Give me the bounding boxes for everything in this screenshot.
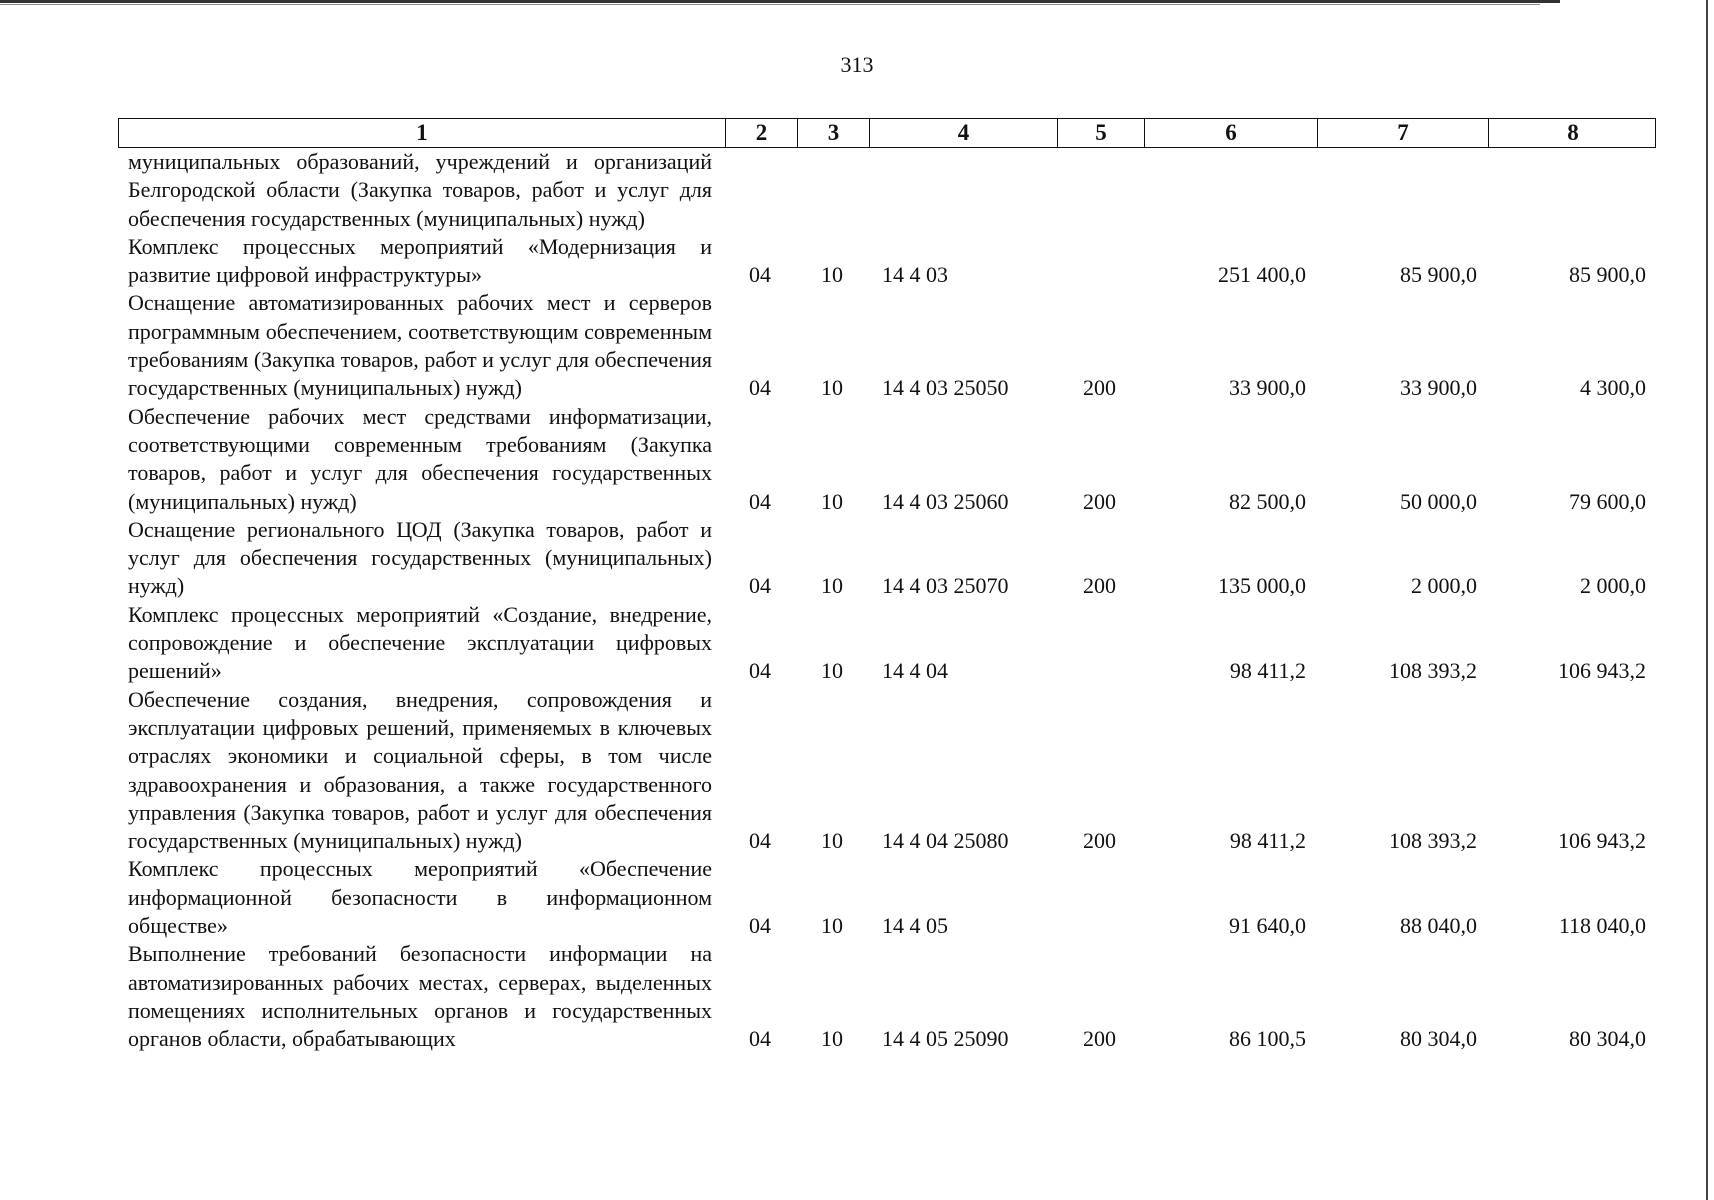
row-amount-col8: 106 943,2 <box>1558 828 1646 854</box>
row-subsection: 10 <box>821 658 843 684</box>
row-expense-type: 200 <box>1083 828 1116 854</box>
row-target-code: 14 4 05 25090 <box>882 1026 1009 1052</box>
table-row <box>118 403 1656 516</box>
table-header <box>118 118 1656 148</box>
page-number: 313 <box>840 52 874 77</box>
row-subsection: 10 <box>821 488 843 514</box>
row-amount-col7: 80 304,0 <box>1400 1026 1477 1052</box>
row-amount-col6: 251 400,0 <box>1218 262 1306 288</box>
row-subsection: 10 <box>821 375 843 401</box>
table-row <box>118 601 1656 686</box>
row-description: Оснащение регионального ЦОД (Закупка товаров, работ и услуг для обеспечения государственных (муниципальных) нужд) <box>128 516 712 599</box>
row-expense-type: 200 <box>1083 1026 1116 1052</box>
row-target-code: 14 4 04 <box>882 658 948 684</box>
row-subsection: 10 <box>821 262 843 288</box>
row-target-code: 14 4 05 <box>882 913 948 939</box>
row-amount-col7: 2 000,0 <box>1411 573 1477 599</box>
header-col-4: 4 <box>869 119 1057 147</box>
row-subsection: 10 <box>821 828 843 854</box>
row-target-code: 14 4 03 <box>882 262 948 288</box>
row-amount-col8: 2 000,0 <box>1580 573 1646 599</box>
row-amount-col8: 85 900,0 <box>1569 262 1646 288</box>
header-col-3: 3 <box>797 119 869 147</box>
row-amount-col6: 86 100,5 <box>1229 1026 1306 1052</box>
row-amount-col8: 80 304,0 <box>1569 1026 1646 1052</box>
row-subsection: 10 <box>821 1026 843 1052</box>
row-description: муниципальных образований, учреждений и организаций Белгородской области (Закупка товаров, работ и услуг для обеспечения государственных (муниципальных) нужд) <box>128 149 712 231</box>
row-section: 04 <box>749 262 771 288</box>
scan-top-edge <box>0 0 1560 3</box>
row-expense-type: 200 <box>1083 375 1116 401</box>
scan-right-edge <box>1706 0 1708 1200</box>
row-section: 04 <box>749 828 771 854</box>
table-row <box>118 855 1656 940</box>
row-expense-type: 200 <box>1083 573 1116 599</box>
table-row <box>118 940 1656 1053</box>
row-amount-col8: 79 600,0 <box>1569 488 1646 514</box>
row-expense-type: 200 <box>1083 488 1116 514</box>
table-row <box>118 148 1656 233</box>
row-amount-col7: 108 393,2 <box>1389 828 1477 854</box>
header-col-1: 1 <box>416 120 428 145</box>
row-amount-col7: 108 393,2 <box>1389 658 1477 684</box>
header-col-6: 6 <box>1144 119 1317 147</box>
table-row <box>118 289 1656 402</box>
table-row <box>118 233 1656 290</box>
header-col-8: 8 <box>1488 119 1657 147</box>
header-col-7: 7 <box>1317 119 1488 147</box>
row-section: 04 <box>749 573 771 599</box>
row-target-code: 14 4 03 25070 <box>882 573 1009 599</box>
row-target-code: 14 4 03 25060 <box>882 488 1009 514</box>
row-section: 04 <box>749 488 771 514</box>
row-description: Обеспечение рабочих мест средствами информатизации, соответствующими современным требованиям (Закупка товаров, работ и услуг для обеспечения государственных (муниципальных) нужд) <box>128 403 712 514</box>
row-amount-col6: 91 640,0 <box>1229 913 1306 939</box>
table-row <box>118 516 1656 601</box>
table-row <box>118 686 1656 856</box>
budget-table <box>118 118 1656 1054</box>
header-col-2: 2 <box>725 119 797 147</box>
row-amount-col7: 33 900,0 <box>1400 375 1477 401</box>
row-subsection: 10 <box>821 573 843 599</box>
row-target-code: 14 4 04 25080 <box>882 828 1009 854</box>
row-amount-col6: 33 900,0 <box>1229 375 1306 401</box>
row-amount-col8: 118 040,0 <box>1558 913 1646 939</box>
row-section: 04 <box>749 913 771 939</box>
row-amount-col6: 98 411,2 <box>1229 828 1306 854</box>
row-amount-col8: 106 943,2 <box>1558 658 1646 684</box>
row-amount-col8: 4 300,0 <box>1580 375 1646 401</box>
row-amount-col6: 135 000,0 <box>1218 573 1306 599</box>
row-description: Оснащение автоматизированных рабочих мест и серверов программным обеспечением, соответствующим современным требованиям (Закупка товаров, работ и услуг для обеспечения государственных (муниципальных) нужд) <box>128 290 712 401</box>
row-section: 04 <box>749 658 771 684</box>
row-description: Комплекс процессных мероприятий «Обеспечение информационной безопасности в информационном обществе» <box>128 856 712 939</box>
row-description: Комплекс процессных мероприятий «Создание, внедрение, сопровождение и обеспечение эксплуатации цифровых решений» <box>128 601 712 684</box>
row-description: Обеспечение создания, внедрения, сопровождения и эксплуатации цифровых решений, применяемых в ключевых отраслях экономики и социальной сферы, в том числе здравоохранения и образования, а также государственного управления (Закупка товаров, работ и услуг для обеспечения государственных (муниципальных) нужд) <box>128 686 712 854</box>
row-description: Выполнение требований безопасности информации на автоматизированных рабочих местах, серверах, выделенных помещениях исполнительных органов и государственных органов области, обрабатывающих <box>128 941 712 1052</box>
row-amount-col6: 98 411,2 <box>1229 658 1306 684</box>
row-amount-col7: 85 900,0 <box>1400 262 1477 288</box>
header-col-5: 5 <box>1057 119 1144 147</box>
row-amount-col6: 82 500,0 <box>1229 488 1306 514</box>
row-description: Комплекс процессных мероприятий «Модернизация и развитие цифровой инфраструктуры» <box>128 233 712 288</box>
row-amount-col7: 50 000,0 <box>1400 488 1477 514</box>
row-section: 04 <box>749 1026 771 1052</box>
row-amount-col7: 88 040,0 <box>1400 913 1477 939</box>
row-subsection: 10 <box>821 913 843 939</box>
row-section: 04 <box>749 375 771 401</box>
row-target-code: 14 4 03 25050 <box>882 375 1009 401</box>
scan-top-edge-shadow <box>0 4 1540 5</box>
